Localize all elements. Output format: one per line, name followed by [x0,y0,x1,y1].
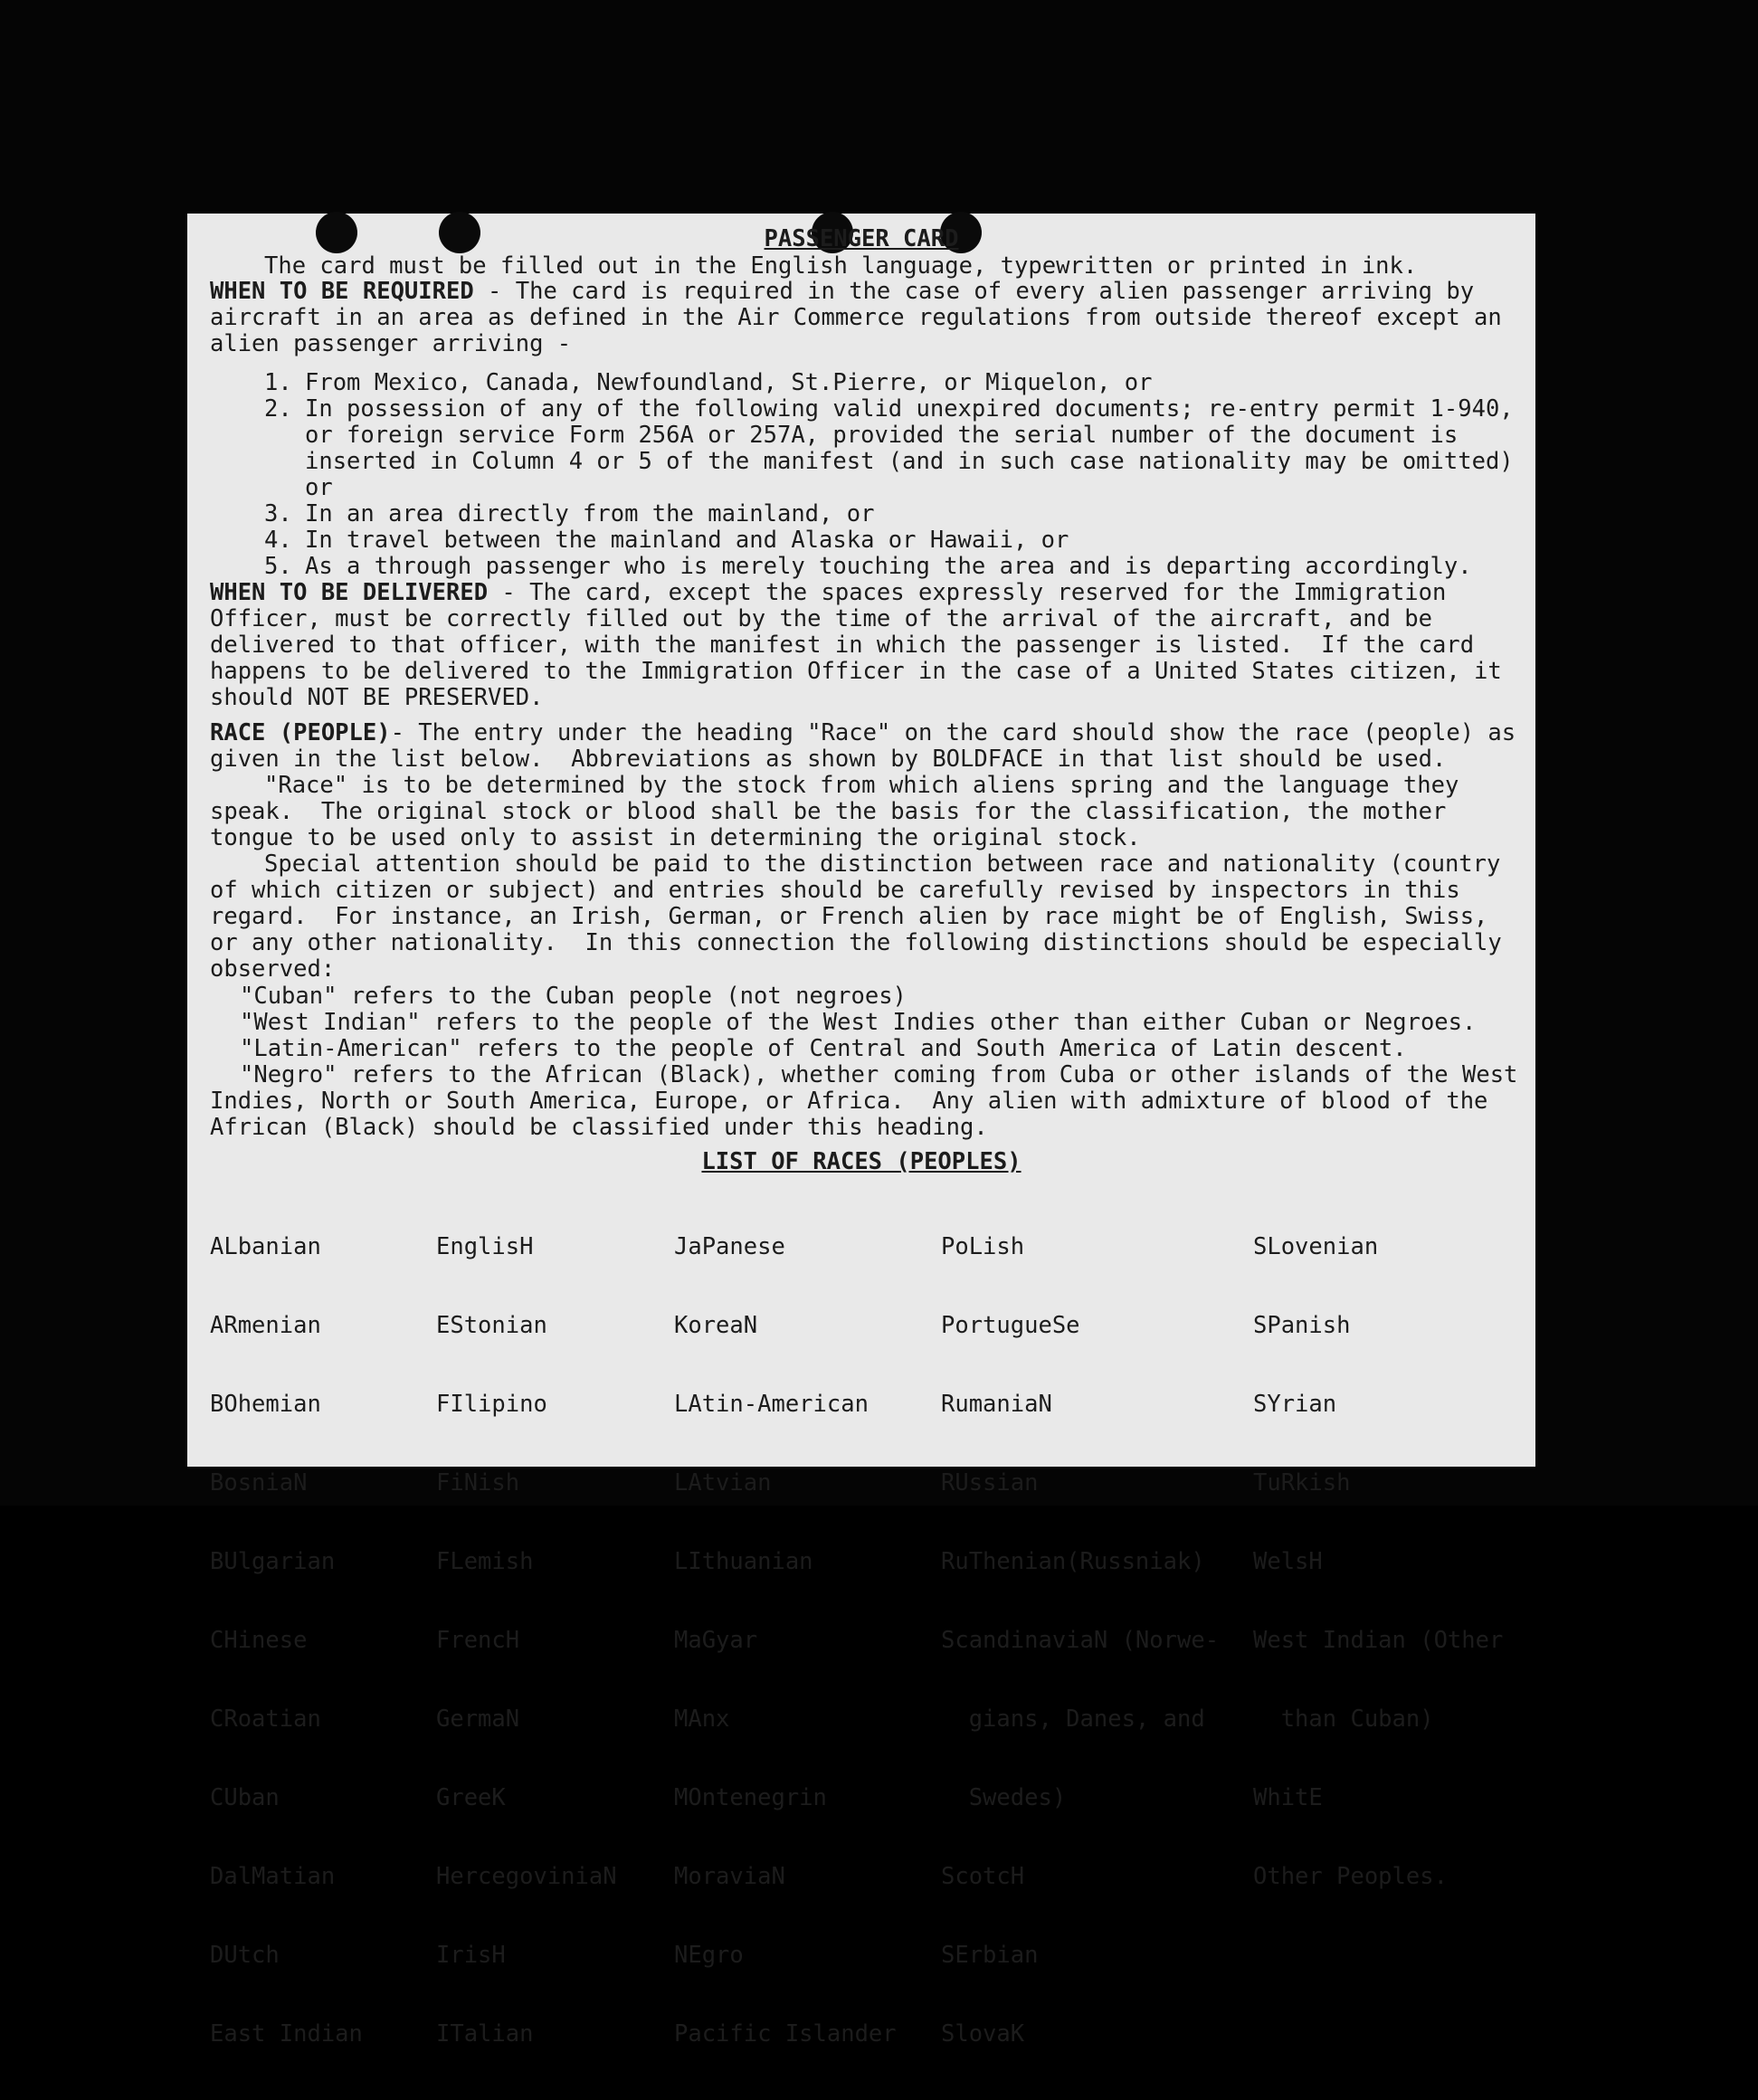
race-paragraph [210,719,1530,773]
race-entry: SlovaK [941,2020,1025,2048]
race-entry: HercegoviniaN [436,1863,617,1890]
race-entry: GreeK [436,1784,506,1811]
race-entry: TuRkish [1253,1469,1351,1497]
race-entry: BOhemian [210,1391,321,1418]
race-entry: EStonian [436,1312,547,1339]
race-entry: BUlgarian [210,1548,336,1575]
race-entry: WelsH [1253,1548,1323,1575]
latin-american-definition: "Latin-American" refers to the people of Central and South America of Latin descent. [240,1035,1407,1062]
exception-number: 2. [264,395,292,423]
exception-text: From Mexico, Canada, Newfoundland, St.Pierre, or Miquelon, or [305,369,1153,396]
when-required-paragraph [210,279,1522,357]
when-delivered-heading: WHEN TO BE DELIVERED [210,579,489,606]
race-entry: MoraviaN [674,1863,785,1890]
race-entry: CRoatian [210,1706,321,1733]
race-heading: RACE (PEOPLE) [210,719,391,746]
race-entry: FrencH [436,1627,520,1654]
passenger-card-document [187,214,1535,2048]
race-entry: PortugueSe [941,1312,1080,1339]
race-entry: DUtch [210,1942,280,1969]
race-entry: WhitE [1253,1784,1323,1811]
exception-text: In possession of any of the following valid unexpired documents; re-entry permit 1-940, or foreign service Form 256A or 257A, provided the serial number of the document is inserted in Column 4 or 5 of the manifest (and in such case nationality may be omitted) or [305,395,1528,501]
race-entry: JaPanese [674,1233,785,1260]
races-column [941,1182,1253,2100]
races-column [436,1182,674,2100]
exception-number: 1. [264,369,292,396]
intro-text: The card must be filled out in the English language, typewritten or printed in ink. [264,252,1418,280]
exception-number: 3. [264,500,292,527]
race-entry: PoLish [941,1233,1025,1260]
race-entry: CUban [210,1784,280,1811]
race-paragraph-3: Special attention should be paid to the distinction between race and nationality (country of which citizen or subject) and entries should be carefully revised by inspectors in this regard. For instance, an Irish, German, or French alien by race might be of English, Swiss, or any other nationality. In this connection the following distinctions should be especially observed: [210,850,1516,983]
exception-text: As a through passenger who is merely touching the area and is departing accordingly. [305,553,1472,580]
race-entry: SErbian [941,1942,1039,1969]
races-column [210,1182,436,2100]
race-entry: SLovenian [1253,1233,1379,1260]
exception-number: 5. [264,553,292,580]
race-entry: DalMatian [210,1863,336,1890]
race-paragraph-2: "Race" is to be determined by the stock from which aliens spring and the language they speak. The original stock or blood shall be the basis for the classification, the mother tongue to be used only to assist in determining the original stock. [210,772,1473,851]
cuban-definition: "Cuban" refers to the Cuban people (not negroes) [240,983,907,1010]
races-column [674,1182,941,2100]
race-entry: GermaN [436,1706,520,1733]
exception-text: In an area directly from the mainland, or [305,500,875,527]
race-entry: IrisH [436,1942,506,1969]
race-entry: MOntenegrin [674,1784,827,1811]
race-entry: SPanish [1253,1312,1351,1339]
race-entry: LAtvian [674,1469,772,1497]
race-entry: ITalian [436,2020,534,2048]
race-entry: ALbanian [210,1233,321,1260]
race-entry: ARmenian [210,1312,321,1339]
race-entry: Swedes) [941,1784,1067,1811]
race-entry: East Indian [210,2020,363,2048]
negro-definition: "Negro" refers to the African (Black), whether coming from Cuba or other islands of the West Indies, North or South America, Europe, or Africa. Any alien with admixture of blood of the African (Black) should be classified under this heading. [210,1061,1532,1141]
when-required-heading: WHEN TO BE REQUIRED [210,278,474,305]
race-entry: FIlipino [436,1391,547,1418]
race-text: - The entry under the heading "Race" on the card should show the race (people) as given in the list below. Abbreviations as shown by BOLDFACE in that list should be used. [210,719,1530,773]
document-title: PASSENGER CARD [764,225,959,252]
race-entry: NEgro [674,1942,744,1969]
west-indian-definition: "West Indian" refers to the people of the West Indies other than either Cuban or Negroes. [240,1009,1477,1036]
race-entry: SYrian [1253,1391,1337,1418]
race-entry: FiNish [436,1469,520,1497]
exception-item [264,395,1528,501]
race-entry: CHinese [210,1627,308,1654]
race-entry: ScotcH [941,1863,1025,1890]
race-entry: EnglisH [436,1233,534,1260]
when-required-text: - The card is required in the case of every alien passenger arriving by aircraft in an area as defined in the Air Commerce regulations from outside thereof except an alien passenger arriving - [210,278,1516,357]
race-entry: LAtin-American [674,1391,869,1418]
exception-item [264,370,1522,396]
race-entry: West Indian (Other [1253,1627,1504,1654]
race-entry: LIthuanian [674,1548,813,1575]
races-list [210,1182,1531,2100]
race-entry: MaGyar [674,1627,758,1654]
exception-item [264,501,1522,527]
exception-text: In travel between the mainland and Alaska or Hawaii, or [305,527,1069,554]
exception-item [264,554,1522,580]
race-entry: RumaniaN [941,1391,1052,1418]
exception-item [264,527,1522,554]
exception-number: 4. [264,527,292,554]
race-entry: Other Peoples. [1253,1863,1448,1890]
race-entry: RuThenian(Russniak) [941,1548,1205,1575]
when-delivered-text: - The card, except the spaces expressly reserved for the Immigration Officer, must be correctly filled out by the time of the arrival of the aircraft, and be delivered to that officer, with the manifest in which the passenger is listed. If the card happens to be delivered to the Immigration Officer in the case of a United States citizen, it should NOT BE PRESERVED. [210,579,1516,711]
race-entry: KoreaN [674,1312,758,1339]
when-delivered-paragraph [210,580,1522,711]
races-column [1253,1182,1525,2100]
race-entry: Pacific Islander [674,2020,897,2048]
race-entry: gians, Danes, and [941,1706,1205,1733]
race-entry: ScandinaviaN (Norwe- [941,1627,1220,1654]
race-entry: RUssian [941,1469,1039,1497]
list-of-races-title: LIST OF RACES (PEOPLES) [701,1148,1022,1175]
race-entry: FLemish [436,1548,534,1575]
race-entry: MAnx [674,1706,730,1733]
race-entry: than Cuban) [1253,1706,1434,1733]
race-entry: BosniaN [210,1469,308,1497]
